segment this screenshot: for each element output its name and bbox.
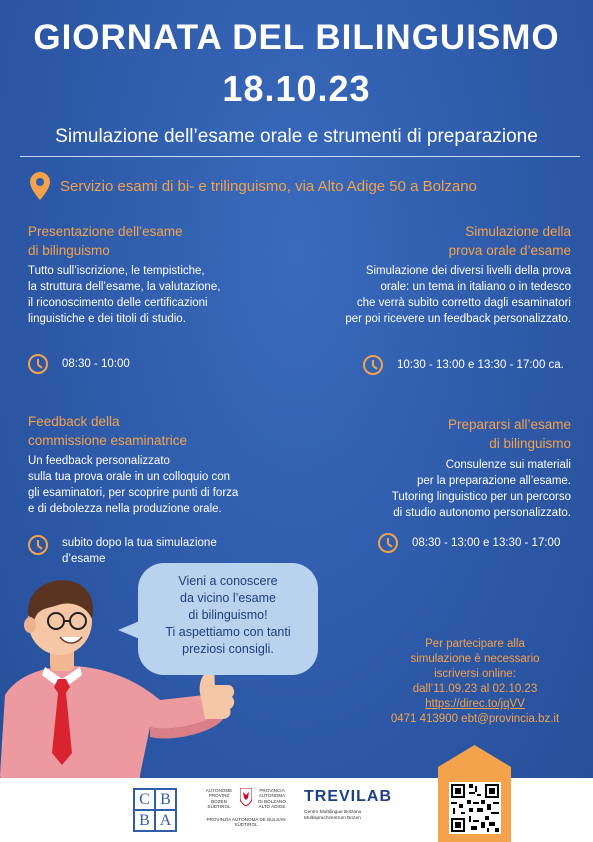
signup-link[interactable]: https://direc.to/jqVV: [425, 698, 525, 710]
province-line: SÜDTIROL: [234, 822, 258, 828]
event-subtitle: Simulazione dell’esame orale e strumenti di preparazione: [55, 126, 538, 147]
body-line: orale: un tema in italiano o in tedesco: [380, 281, 571, 293]
heading-line: di bilinguismo: [489, 436, 571, 451]
province-line: BOZEN: [211, 798, 227, 804]
trevilab-subtitle: [304, 810, 392, 822]
trevilab-sub-line: Centro Multilingue Bolzano: [304, 810, 362, 815]
body-line: linguistiche e dei titoli di studio.: [28, 313, 186, 325]
qr-code-icon[interactable]: [449, 782, 501, 834]
province-line: SÜDTIROL: [207, 804, 231, 810]
body-line: Tutoring linguistico per un percorso: [391, 491, 571, 503]
signup-line: Per partecipare alla: [425, 638, 525, 650]
section-preparazione-heading: [448, 415, 571, 453]
province-line: PROVINZIA AUTONOMA DE BULSAN: [206, 817, 286, 822]
bubble-line: da vicino l’esame: [180, 591, 276, 605]
province-bottom-text: [200, 817, 292, 828]
speech-bubble: [138, 563, 318, 675]
body-line: la struttura dell’esame, la valutazione,: [28, 281, 221, 293]
time-line: d’esame: [62, 553, 106, 565]
bubble-line: Ti aspettiamo con tanti: [165, 625, 291, 639]
province-line: PROVINCIA: [259, 788, 285, 793]
heading-line: prova orale d’esame: [448, 243, 571, 258]
heading-line: Presentazione dell’esame: [28, 224, 183, 239]
time-line: subito dopo la tua simulazione: [62, 537, 217, 549]
heading-line: Simulazione della: [465, 224, 571, 239]
body-line: Tutto sull’iscrizione, le tempistiche,: [28, 265, 205, 277]
province-line: AUTONOME: [205, 788, 233, 793]
province-left-text: [200, 788, 238, 810]
time-text: 08:30 - 10:00: [62, 358, 130, 370]
signup-line: dall’11.09.23 al 02.10.23: [412, 683, 538, 695]
signup-line: iscriversi online:: [434, 668, 516, 680]
section-preparazione-time: [378, 533, 560, 553]
section-simulazione-body: [345, 263, 571, 327]
section-simulazione-time: [363, 355, 564, 375]
contact-info: 0471 413900 ebt@provincia.bz.it: [390, 713, 560, 725]
body-line: di studio autonomo personalizzato.: [393, 507, 571, 519]
bubble-line: Vieni a conoscere: [178, 574, 278, 588]
body-line: Un feedback personalizzato: [28, 455, 170, 467]
heading-line: di bilinguismo: [28, 243, 110, 258]
logo-letter: B: [155, 789, 176, 810]
section-presentazione-time: [28, 354, 130, 374]
body-line: Consulenze sui materiali: [445, 459, 571, 471]
bubble-line: preziosi consigli.: [182, 642, 274, 656]
logo-letter: B: [134, 810, 155, 831]
body-line: per la preparazione all’esame.: [416, 475, 571, 487]
section-simulazione-heading: [449, 222, 571, 260]
heading-line: Feedback della: [28, 414, 120, 429]
province-logo: [200, 786, 290, 836]
province-line: DI BOLZANO: [258, 798, 286, 804]
logo-letter: C: [134, 789, 155, 810]
section-feedback-heading: [28, 412, 187, 450]
province-line: PROVINZ: [208, 793, 230, 799]
body-line: gli esaminatori, per scoprire punti di forza: [28, 487, 239, 499]
map-pin-icon: [30, 172, 50, 200]
event-date: 18.10.23: [222, 68, 371, 109]
bubble-line: di bilinguismo!: [188, 608, 268, 622]
body-line: sulla tua prova orale in un colloquio con: [28, 471, 231, 483]
province-line: ALTO ADIGE: [258, 804, 286, 810]
logo-letter: A: [155, 810, 176, 831]
location-text: Servizio esami di bi- e trilinguismo, via Alto Adige 50 a Bolzano: [60, 177, 477, 195]
section-preparazione-body: [392, 457, 571, 521]
divider: [20, 156, 580, 157]
cbba-logo: [133, 788, 177, 832]
section-feedback-body: [28, 453, 238, 517]
signup-line: simulazione è necessario: [410, 653, 540, 665]
body-line: Simulazione dei diversi livelli della prova: [365, 265, 571, 277]
clock-icon: [363, 355, 383, 375]
trevilab-name: TREVILAB: [304, 788, 392, 805]
trevilab-sub-line: Multisprachzentrum Bozen: [304, 816, 361, 821]
province-right-text: [252, 788, 292, 810]
body-line: per poi ricevere un feedback personalizzato.: [345, 313, 571, 325]
clock-icon: [28, 354, 48, 374]
eagle-shield-icon: [240, 788, 252, 806]
clock-icon: [378, 533, 398, 553]
clock-icon: [28, 535, 48, 555]
section-presentazione-heading: [28, 222, 183, 260]
event-title: GIORNATA DEL BILINGUISMO: [33, 18, 560, 57]
province-line: AUTONOMA: [258, 793, 286, 799]
trevilab-logo: [304, 788, 392, 822]
heading-line: Prepararsi all’esame: [447, 417, 571, 432]
body-line: il riconoscimento delle certificazioni: [28, 297, 208, 309]
location: [30, 172, 477, 200]
body-line: che verrà subito corretto dagli esaminatori: [356, 297, 571, 309]
time-text: 10:30 - 13:00 e 13:30 - 17:00 ca.: [397, 359, 564, 371]
section-presentazione-body: [28, 263, 220, 327]
signup-info: [370, 637, 580, 727]
time-text: 08:30 - 13:00 e 13:30 - 17:00: [412, 537, 561, 549]
heading-line: commissione esaminatrice: [28, 433, 188, 448]
body-line: e di debolezza nella produzione orale.: [28, 503, 222, 515]
